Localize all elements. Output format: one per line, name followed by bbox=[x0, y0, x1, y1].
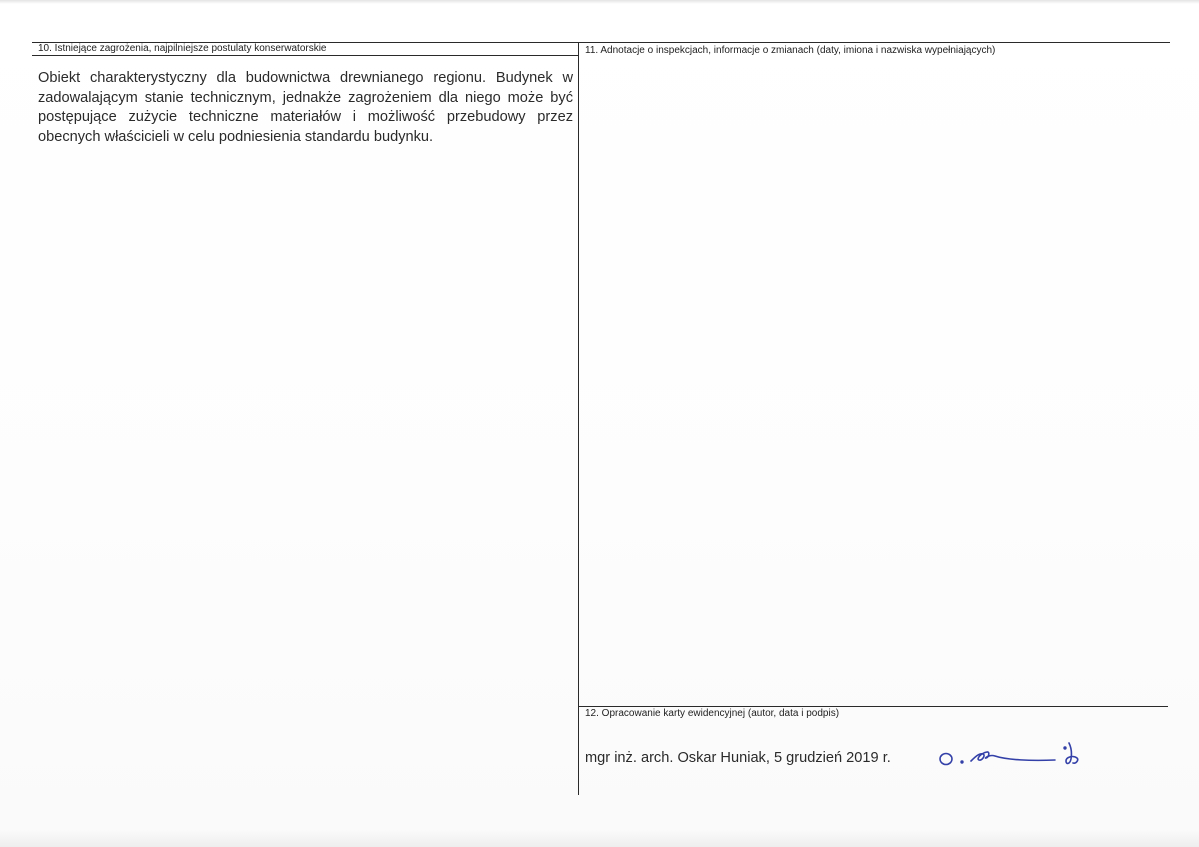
section-12-caption: 12. Opracowanie karty ewidencyjnej (autor, data i podpis) bbox=[585, 708, 840, 719]
section-10-caption: 10. Istniejące zagrożenia, najpilniejsze postulaty konserwatorskie bbox=[38, 43, 327, 54]
section-10-text: Obiekt charakterystyczny dla budownictwa drewnianego regionu. Budynek w zadowalającym stanie technicznym, jednakże zagrożeniem dla niego może być postępujące zużycie techniczne materiałów i możliwość przebudowy przez obecnych właścicieli w celu podniesienia standardu budynku. bbox=[38, 70, 573, 145]
scan-edge-top bbox=[0, 0, 1199, 4]
author-line: mgr inż. arch. Oskar Huniak, 5 grudzień 2019 r. bbox=[585, 750, 891, 766]
section-12-top-rule bbox=[578, 706, 1168, 707]
scan-edge-bottom bbox=[0, 830, 1199, 847]
section-10-header-rule bbox=[32, 55, 578, 56]
section-11-caption: 11. Adnotacje o inspekcjach, informacje o zmianach (daty, imiona i nazwiska wypełniających) bbox=[585, 45, 996, 56]
handwritten-signature bbox=[935, 737, 1095, 769]
column-divider bbox=[578, 42, 579, 795]
